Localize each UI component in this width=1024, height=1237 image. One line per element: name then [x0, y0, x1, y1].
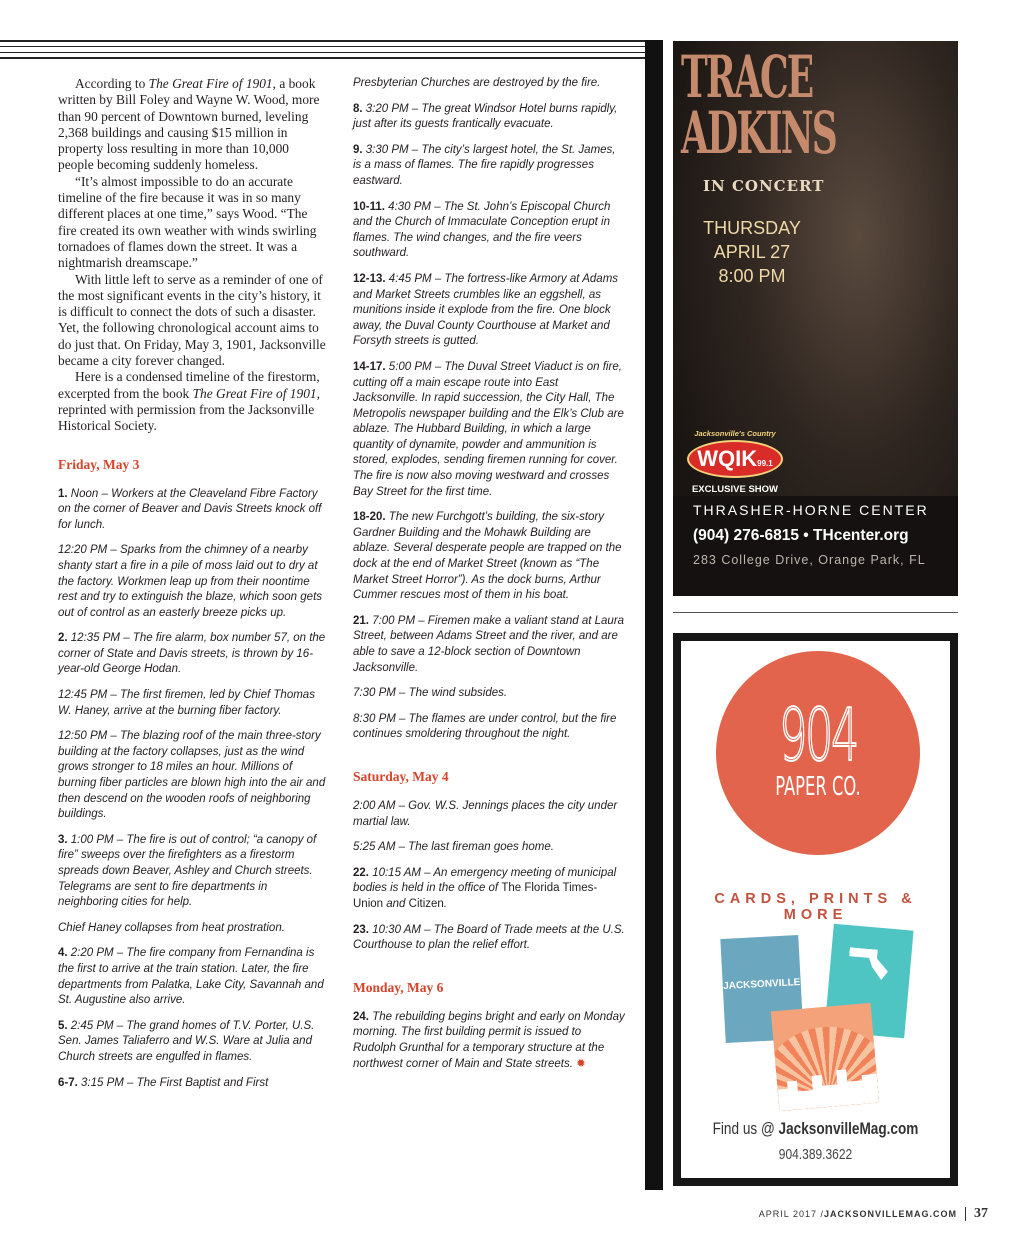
timeline-entry: 4. 2:20 PM – The fire company from Fernandina is the first to arrive at the train station. Later, the fire departments from Palatka, Lake City, Savannah and St. Augustine also arrive. [58, 947, 324, 1007]
ad-phone: 904.389.3622 [778, 1146, 853, 1163]
timeline-entry: 6-7. 3:15 PM – The First Baptist and First [58, 1076, 269, 1089]
page-number: 37 [974, 1206, 988, 1221]
wqik-logo: Jacksonville's Country WQIK99.1 EXCLUSIVE SHOW [683, 429, 787, 495]
timeline-entry: 22. 10:15 AM – An emergency meeting of municipal bodies is held in the office of The Florida Times-Union and Citizen. [353, 866, 617, 910]
timeline-entry: 7:30 PM – The wind subsides. [353, 687, 508, 700]
timeline-entry: 12-13. 4:45 PM – The fortress-like Armory at Adams and Market Streets crumbles like an eggshell, as munitions inside it explode from the fire. One block away, the Duval County Courthouse at Market and Forsyth streets is gutted. [353, 272, 619, 348]
page-footer [759, 1206, 988, 1222]
article-column-2 [353, 76, 625, 1082]
venue-phone-web[interactable]: (904) 276-6815 • THcenter.org [693, 527, 909, 544]
intro-paragraphs [58, 76, 326, 435]
venue-name: THRASHER-HORNE CENTER [693, 502, 929, 518]
timeline-entry: 2. 12:35 PM – The fire alarm, box number 57, on the corner of State and Davis streets, is thrown by 16-year-old George Hodan. [58, 632, 326, 676]
ad-venue-block [673, 496, 958, 596]
gutter-bar [645, 40, 663, 1190]
venue-address: 283 College Drive, Orange Park, FL [693, 553, 926, 567]
904-logo-circle: 904 PAPER CO. [716, 651, 920, 855]
ad-date: THURSDAY APRIL 27 8:00 PM [703, 218, 801, 286]
timeline-entry: 1. Noon – Workers at the Cleaveland Fibre Factory on the corner of Beaver and Davis Streets knock off for lunch. [58, 487, 322, 531]
timeline-entry: 9. 3:30 PM – The city’s largest hotel, the St. James, is a mass of flames. The fire rapidly progresses eastward. [353, 143, 616, 187]
timeline-entry: Chief Haney collapses from heat prostration. [58, 921, 285, 934]
intro-paragraph: “It’s almost impossible to do an accurate timeline of the fire because it was in so many different places at one time,” says Wood. “The fire created its own weather with winds swirling tornadoes of flames down the street. It was a nightmarish dreamscape.” [58, 173, 317, 271]
top-rule-4 [0, 57, 645, 59]
timeline-entry: 8. 3:20 PM – The great Windsor Hotel burns rapidly, just after its guests frantically evacuate. [353, 102, 618, 131]
timeline-entry: 18-20. The new Furchgott’s building, the six-story Gardner Building and the Mohawk Building are ablaze. Several desperate people are trapped on the dock at the end of Market Street (known as “The Market Street Horror”). As the dock burns, Arthur Cummer rescues most of them in his boat. [353, 511, 622, 602]
intro-paragraph: According to The Great Fire of 1901, a book written by Bill Foley and Wayne W. Wood, more than 90 percent of Downtown burned, leveling 2,368 buildings and causing $15 million in property loss resulting in more than 10,000 people becoming suddenly homeless. [58, 76, 320, 173]
timeline-entry: Presbyterian Churches are destroyed by the fire. [353, 77, 601, 89]
ad-panel [681, 641, 950, 1178]
timeline-entry: 23. 10:30 AM – The Board of Trade meets at the U.S. Courthouse to plan the relief effort. [353, 923, 625, 952]
day-heading-saturday: Saturday, May 4 [353, 768, 449, 784]
footer-issue: APRIL 2017 / [758, 1209, 824, 1219]
904-paper-co-ad[interactable] [673, 633, 958, 1186]
timeline-entry: 3. 1:00 PM – The fire is out of control; “a canopy of fire” sweeps over the firefighters as a firestorm spreads down Beaver, Ashley and Church streets. Telegrams are sent to fire departments in neighboring cities for help. [58, 833, 317, 909]
timeline-entries-saturday [353, 799, 625, 954]
ad-separator [673, 612, 958, 613]
timeline-entry: 12:50 PM – The blazing roof of the main three-story building at the factory collapses, just as the wind grows stronger to 18 miles an hour. Millions of burning fiber particles are blown high into the air and then descend on the wooden roofs of neighboring buildings. [58, 730, 326, 821]
footer-site[interactable]: JACKSONVILLEMAG.COM [823, 1209, 957, 1219]
timeline-entry: 5:25 AM – The last fireman goes home. [353, 841, 554, 854]
timeline-entry: 10-11. 4:30 PM – The St. John’s Episcopal Church and the Church of Immaculate Conception erupt in flames. The wind changes, and the fire veers southward. [353, 200, 611, 260]
timeline-entry: 5. 2:45 PM – The grand homes of T.V. Porter, U.S. Sen. James Taliaferro and W.S. Ware at Julia and Church streets are engulfed in flames. [58, 1019, 315, 1063]
timeline-entry: 12:20 PM – Sparks from the chimney of a nearby shanty start a fire in a pile of moss laid out to dry at the factory. Workmen leap up from their noontime rest and try to extinguish the blaze, which soon gets out of control as an easterly breeze picks up. [58, 544, 323, 619]
timeline-entries-2 [353, 76, 625, 743]
timeline-entry: 14-17. 5:00 PM – The Duval Street Viaduct is on fire, cutting off a main escape route into East Jacksonville. In rapid succession, the City Hall, The Metropolis newspaper building and the Elk’s Club are ablaze. The Hubbard Building, in which a large quantity of dynamite, powder and ammunition is stored, explodes, sending firemen running for cover. The fire is now also moving westward and crosses Bay Street for the first time. [353, 360, 624, 498]
timeline-entry: 21. 7:00 PM – Firemen make a valiant stand at Laura Street, between Adams Street and the river, and are able to save a 12-block section of Downtown Jacksonville. [353, 614, 625, 674]
timeline-entries-monday [353, 1010, 625, 1072]
jacksonville-print-image: JACKSONVILLE [720, 935, 803, 1043]
intro-paragraph: Here is a condensed timeline of the firestorm, excerpted from the book The Great Fire of 1901, reprinted with permission from the Jacksonville Historical Society. [58, 369, 320, 434]
end-mark-icon: ✹ [576, 1057, 586, 1070]
trace-adkins-ad[interactable] [673, 41, 958, 596]
ad-find-us[interactable]: Find us @ JacksonvilleMag.com [712, 1119, 919, 1138]
day-heading-monday: Monday, May 6 [353, 979, 444, 995]
day-heading-friday: Friday, May 3 [58, 456, 140, 472]
ad-artist-name: TRACE ADKINS [681, 43, 836, 167]
timeline-entries-1 [58, 487, 326, 1092]
top-rule-3 [0, 52, 645, 53]
ad-tagline: CARDS, PRINTS & MORE [714, 891, 917, 923]
intro-paragraph: With little left to serve as a reminder of one of the most significant events in the city’s history, it is difficult to connect the dots of such a disaster. Yet, the following chronological account aims to do just that. On Friday, May 3, 1901, Jacksonville became a city forever changed. [58, 271, 326, 369]
top-rule-2 [0, 46, 645, 47]
timeline-entry: 2:00 AM – Gov. W.S. Jennings places the city under martial law. [353, 799, 618, 828]
timeline-entry: 12:45 PM – The first firemen, led by Chief Thomas W. Haney, arrive at the burning fiber factory. [58, 689, 315, 717]
article-column-1 [58, 76, 326, 1101]
ad-in-concert: IN CONCERT [703, 177, 825, 195]
timeline-entry: 24. The rebuilding begins bright and early on Monday morning. The first building permit is issued to Rudolph Grunthal for a temporary structure at the northwest corner of Main and State streets. ✹ [353, 1010, 625, 1070]
timeline-entry: 8:30 PM – The flames are under control, but the fire continues smoldering throughout the night. [353, 712, 617, 741]
skyline-print-image [771, 1003, 879, 1111]
top-rule [0, 40, 645, 42]
footer-divider [965, 1207, 966, 1221]
